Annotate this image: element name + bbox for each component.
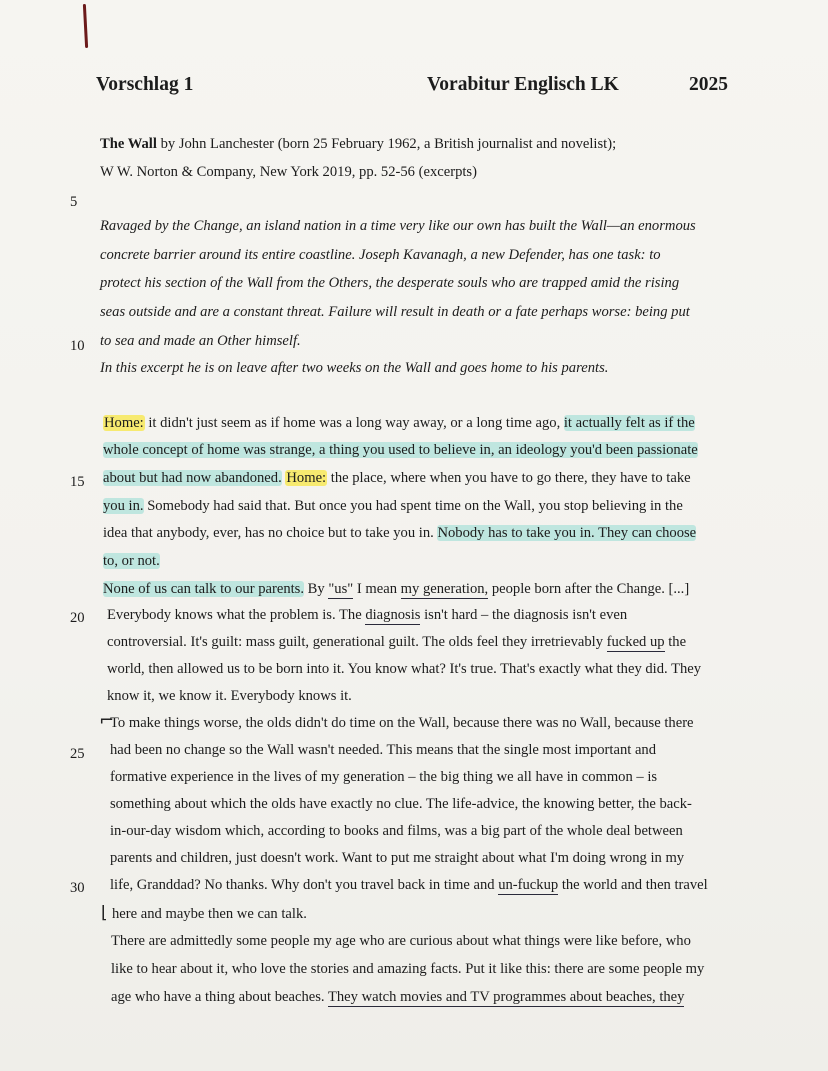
pen-margin-mark [83,4,88,48]
header-year: 2025 [689,74,728,95]
highlight-teal: whole concept of home was strange, a thing you used to believe in, an ideology you'd been passionate [103,442,698,458]
line-number-10: 10 [70,338,85,354]
page-header [96,74,728,104]
line-number-5: 5 [70,194,78,210]
source-line-1 [100,134,616,154]
header-proposal: Vorschlag 1 [96,74,194,95]
pen-bracket-mark: ⌐ [99,710,115,731]
text-line: world, then allowed us to be born into it. You know what? It's true. That's exactly what they did. They [107,661,702,677]
text-line: in-our-day wisdom which, according to books and films, was a big part of the whole deal between [110,823,683,839]
text-span: isn't hard – the diagnosis isn't even [420,607,628,623]
intro-line: seas outside and are a constant threat. Failure will result in death or a fate perhaps worse: being put [100,304,690,320]
text-span: life, Granddad? No thanks. Why don't you travel back in time and [110,877,499,893]
text-line: know it, we know it. Everybody knows it. [107,688,352,704]
highlight-teal: it actually felt as if the [563,415,695,431]
text-span: I mean [353,581,401,597]
text-span: it didn't just seem as if home was a long way away, or a long time ago, [144,415,564,431]
text-line [103,579,689,599]
text-line: formative experience in the lives of my generation – the big thing we all have in common – is [110,769,658,785]
intro-line: In this excerpt he is on leave after two weeks on the Wall and goes home to his parents. [100,360,609,376]
text-line: had been no change so the Wall wasn't needed. This means that the single most important and [110,742,657,758]
text-span: Everybody knows what the problem is. The [107,607,366,623]
underline-us: "us" [328,581,354,597]
highlight-teal: Nobody has to take you in. They can choose [437,525,697,541]
text-span: people born after the Change. [...] [488,581,690,597]
text-span: controversial. It's guilt: mass guilt, generational guilt. The olds feel they irretrievably [107,634,607,650]
underline-un-fuckup: un-fuckup [498,877,559,893]
text-span: the world and then travel [558,877,708,893]
text-line [103,413,695,433]
header-exam-title: Vorabitur Englisch LK [427,74,619,95]
underline-diagnosis: diagnosis [365,607,421,623]
underline-fucked-up: fucked up [606,634,665,650]
text-line: something about which the olds have exactly no clue. The life-advice, the knowing better, the back- [110,796,692,812]
text-line [107,605,627,625]
text-line: like to hear about it, who love the stories and amazing facts. Put it like this: there are some people my [111,961,705,977]
text-line: To make things worse, the olds didn't do time on the Wall, because there was no Wall, because there [110,715,694,731]
text-line [103,496,683,516]
text-line [110,875,708,895]
source-author: by John Lanchester (born 25 February 1962, a British journalist and novelist); [156,136,617,152]
intro-line: to sea and made an Other himself. [100,333,301,349]
source-line-2: W W. Norton & Company, New York 2019, pp. 52-56 (excerpts) [100,164,477,180]
line-number-15: 15 [70,474,85,490]
text-span: the [664,634,687,650]
highlight-teal: about but had now abandoned. [103,470,282,486]
text-line: here and maybe then we can talk. [112,906,307,922]
highlight-teal: to, or not. [103,553,160,569]
underline-generation: my generation, [400,581,489,597]
line-number-30: 30 [70,880,85,896]
text-line: parents and children, just doesn't work. Want to put me straight about what I'm doing wrong in my [110,850,685,866]
text-line [103,551,160,571]
underline-beaches: They watch movies and TV programmes about beaches, they [327,989,685,1005]
intro-line: concrete barrier around its entire coastline. Joseph Kavanagh, a new Defender, has one task: to [100,247,661,263]
text-span: age who have a thing about beaches. [111,989,328,1005]
text-line [103,440,698,460]
intro-line: Ravaged by the Change, an island nation in a time very like our own has built the Wall—an enormous [100,218,696,234]
line-number-25: 25 [70,746,85,762]
text-span: By [304,581,329,597]
source-title: The Wall [100,136,157,152]
intro-line: protect his section of the Wall from the Others, the desperate souls who are trapped amid the rising [100,275,680,291]
text-span: the place, where when you have to go there, they have to take [327,470,691,486]
highlight-home: Home: [286,470,327,486]
highlight-teal: you in. [103,498,144,514]
text-line [103,468,691,488]
highlight-teal: None of us can talk to our parents. [103,581,305,597]
text-line [103,523,696,543]
text-span: Somebody had said that. But once you had spent time on the Wall, you stop believing in the [143,498,683,514]
line-number-20: 20 [70,610,85,626]
pen-bracket-mark: ⌊ [101,903,108,923]
text-line [111,987,684,1007]
text-line: There are admittedly some people my age who are curious about what things were like before, who [111,933,691,949]
text-span: idea that anybody, ever, has no choice but to take you in. [103,525,438,541]
highlight-home: Home: [104,415,144,431]
text-line [107,632,686,652]
